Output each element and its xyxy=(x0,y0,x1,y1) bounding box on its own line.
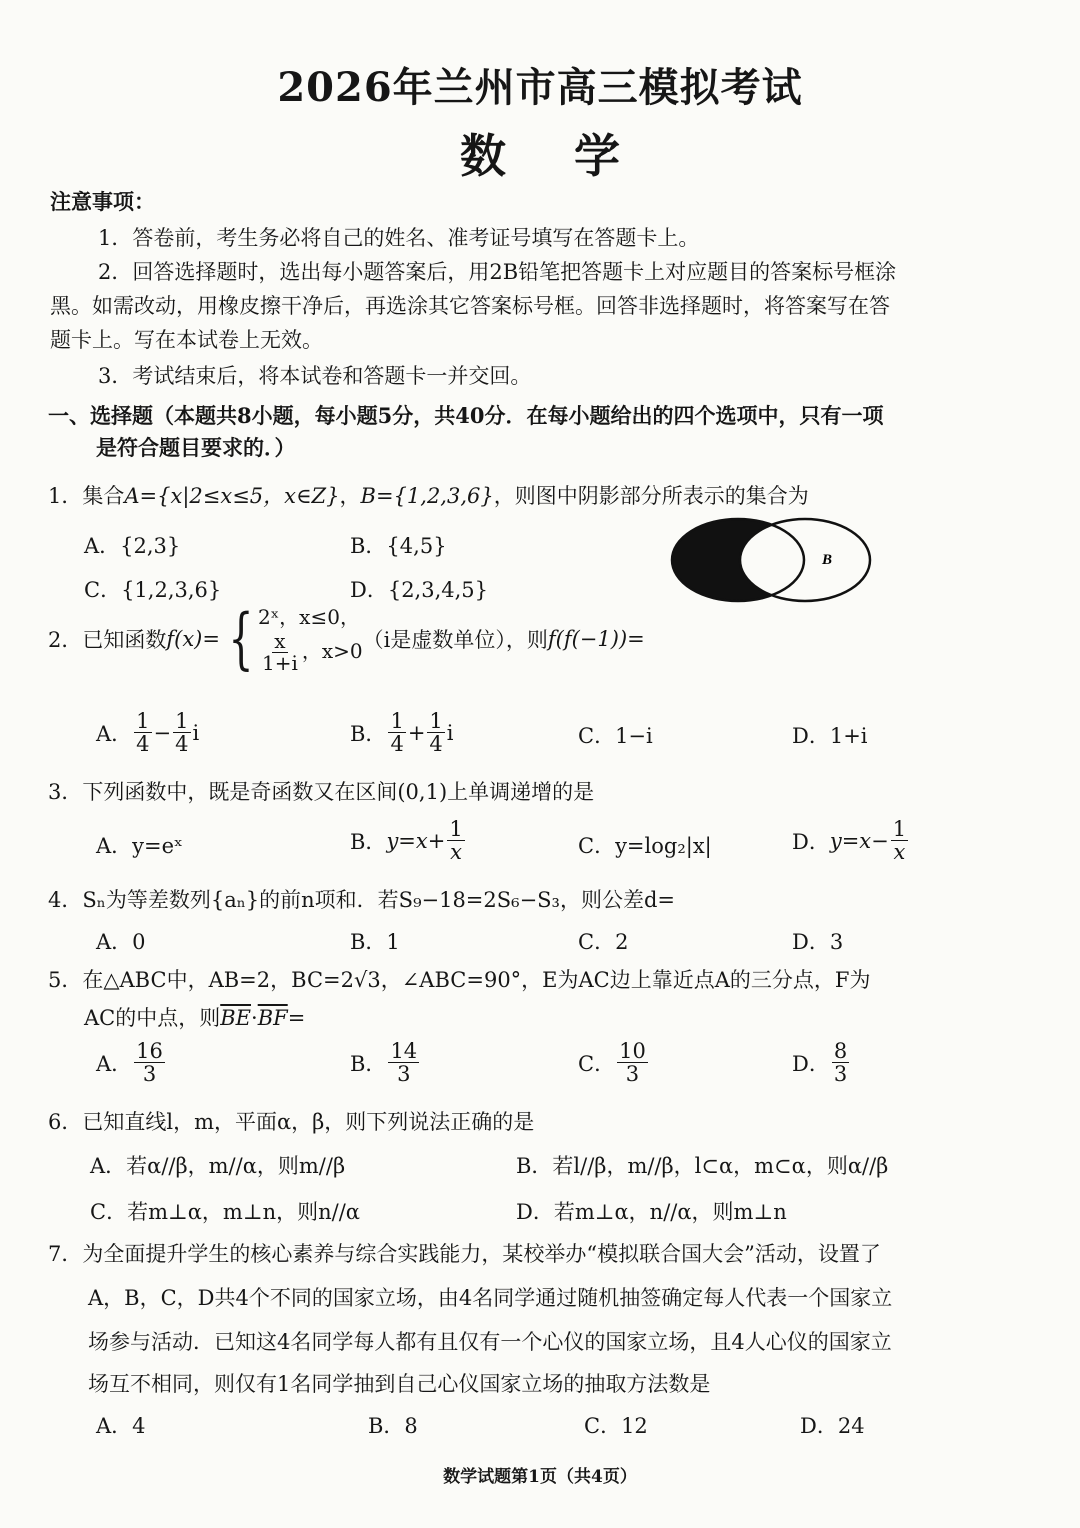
exam-title: 2026年兰州市高三模拟考试 xyxy=(277,64,803,111)
section-heading-line-2: 是符合题目要求的．） xyxy=(96,435,296,460)
notice-item-2-line-3: 题卡上。写在本试卷上无效。 xyxy=(50,328,323,352)
q2-brace: { xyxy=(228,600,254,677)
q2-option-b-frac-2 xyxy=(427,710,444,755)
q6-option-d: D．若m⊥α，n//α，则m⊥n xyxy=(516,1200,787,1224)
q5-option-c-den: 3 xyxy=(625,1062,640,1087)
question-2-stem xyxy=(48,600,645,677)
q2-case-2-numerator: x xyxy=(274,629,286,653)
q5-option-c-frac xyxy=(617,1040,648,1085)
q6-option-a: A．若α//β，m//α，则m//β xyxy=(90,1154,346,1178)
q3-option-b-den: x xyxy=(450,840,462,865)
q2-option-a-frac-2 xyxy=(173,710,190,755)
notice-item-1: 1．答卷前，考生务必将自己的姓名、准考证号填写在答题卡上。 xyxy=(98,226,700,250)
q7-option-c: C．12 xyxy=(584,1414,648,1438)
q2-option-a-den-2: 4 xyxy=(175,732,189,757)
q2-option-b-den-2: 4 xyxy=(429,732,443,757)
q2-cases xyxy=(258,604,363,674)
q2-expression: f(f(−1))= xyxy=(547,627,645,651)
q2-piecewise xyxy=(220,600,363,677)
q2-option-a xyxy=(96,710,199,755)
q5-option-b-den: 3 xyxy=(397,1062,411,1087)
q3-option-a: A．y=eˣ xyxy=(96,834,183,858)
q7-option-b: B．8 xyxy=(368,1414,418,1438)
q3-option-b-label: B． xyxy=(350,829,387,854)
q7-option-d: D．24 xyxy=(800,1414,865,1438)
question-7-line-3: 场参与活动．已知这4名同学每人都有且仅有一个心仪的国家立场，且4人心仪的国家立 xyxy=(88,1330,892,1354)
q5-option-c xyxy=(578,1040,650,1085)
q2-option-b-den-1: 4 xyxy=(390,732,404,757)
q1-option-b: B．{4,5} xyxy=(350,534,447,558)
q2-case-2-denominator: 1+i xyxy=(261,651,298,675)
q5-option-d xyxy=(792,1040,851,1085)
q4-option-d: D．3 xyxy=(792,930,844,954)
q5-option-b xyxy=(350,1040,421,1085)
q5-option-b-frac xyxy=(388,1040,419,1085)
q2-option-a-num-2: 1 xyxy=(175,709,189,733)
q2-case-2-fraction xyxy=(260,631,300,674)
question-4-stem: 4．Sₙ为等差数列{aₙ}的前n项和．若S₉−18=2S₆−S₃，则公差d= xyxy=(48,888,676,912)
q5-vector-bf: $\overline{BF}$ xyxy=(257,1006,288,1030)
subject-title xyxy=(0,120,1080,186)
q5-option-a-label: A． xyxy=(96,1051,133,1076)
q6-option-c: C．若m⊥α，m⊥n，则n//α xyxy=(90,1200,360,1224)
q5-option-a-frac xyxy=(134,1040,165,1085)
q5-option-a-num: 16 xyxy=(136,1039,163,1063)
question-5-stem-line-2 xyxy=(84,1002,305,1032)
q4-option-b: B．1 xyxy=(350,930,400,954)
q2-option-a-num-1: 1 xyxy=(136,709,150,733)
q2-option-b-num-1: 1 xyxy=(390,709,404,733)
q2-option-b-op: + xyxy=(407,720,426,745)
q3-option-b-frac xyxy=(447,818,464,863)
q2-option-b-frac-1 xyxy=(388,710,405,755)
q2-option-a-den-1: 4 xyxy=(136,732,150,757)
q2-stem-start: 2．已知函数 xyxy=(48,628,167,652)
q3-option-b-expr: y=x+ xyxy=(386,828,446,853)
subject-char-1: 数 xyxy=(460,129,506,183)
q2-option-a-op: − xyxy=(153,720,172,745)
q5-option-d-frac xyxy=(832,1040,849,1085)
q5-option-d-den: 3 xyxy=(833,1062,848,1087)
notice-item-3: 3．考试结束后，将本试卷和答题卡一并交回。 xyxy=(98,364,532,388)
q2-option-a-imag: i xyxy=(192,720,200,745)
q1-set-b: B={1,2,3,6} xyxy=(360,484,494,508)
q4-option-c: C．2 xyxy=(578,930,629,954)
question-7-line-4: 场互不相同，则仅有1名同学抽到自己心仪国家立场的抽取方法数是 xyxy=(88,1372,711,1396)
q1-stem-end: ，则图中阴影部分所表示的集合为 xyxy=(493,484,809,508)
q7-option-a: A．4 xyxy=(96,1414,146,1438)
q3-option-c: C．y=log₂|x| xyxy=(578,834,712,858)
q2-option-b-label: B． xyxy=(350,721,387,746)
q2-case-1: 2ˣ，x≤0， xyxy=(257,605,360,629)
q5-option-a xyxy=(96,1040,167,1085)
q3-option-d xyxy=(792,818,910,863)
question-1-stem xyxy=(48,480,809,510)
q2-option-d: D．1+i xyxy=(792,724,868,748)
notice-item-2-line-2: 黑。如需改动，用橡皮擦干净后，再选涂其它答案标号框。回答非选择题时，将答案写在答 xyxy=(50,294,890,318)
q1-option-a: A．{2,3} xyxy=(84,534,181,558)
q5-vector-be: $\overline{BE}$ xyxy=(220,1006,251,1030)
q3-option-b xyxy=(350,818,467,863)
q3-option-d-num: 1 xyxy=(892,817,907,841)
venn-label-b: B xyxy=(822,552,833,568)
q2-case-2 xyxy=(258,631,363,674)
question-5-stem-line-1: 5．在△ABC中，AB=2，BC=2√3，∠ABC=90°，E为AC边上靠近点A的三分点，F为 xyxy=(48,968,871,992)
q2-option-b xyxy=(350,710,454,755)
q5-option-b-num: 14 xyxy=(390,1039,418,1063)
question-7-line-2: A，B，C，D共4个不同的国家立场，由4名同学通过随机抽签确定每人代表一个国家立 xyxy=(88,1286,893,1310)
q5-option-a-den: 3 xyxy=(142,1062,157,1087)
q5-option-c-label: C． xyxy=(578,1051,616,1076)
q2-option-b-num-2: 1 xyxy=(429,709,443,733)
q2-option-a-label: A． xyxy=(96,721,133,746)
q2-option-a-frac-1 xyxy=(134,710,151,755)
q5-option-b-label: B． xyxy=(350,1051,387,1076)
q1-option-d: D．{2,3,4,5} xyxy=(350,578,489,602)
question-3-stem: 3．下列函数中，既是奇函数又在区间(0,1)上单调递增的是 xyxy=(48,780,595,804)
q2-option-b-imag: i xyxy=(446,720,454,745)
q5-option-c-num: 10 xyxy=(619,1039,646,1063)
question-7-line-1: 7．为全面提升学生的核心素养与综合实践能力，某校举办“模拟联合国大会”活动，设置了 xyxy=(48,1242,881,1266)
q1-option-c: C．{1,2,3,6} xyxy=(84,578,222,602)
q5-stem-line-2-end: = xyxy=(287,1006,306,1030)
q1-separator: ， xyxy=(339,484,361,508)
question-6-stem: 6．已知直线l，m，平面α，β，则下列说法正确的是 xyxy=(48,1110,535,1134)
q5-option-d-num: 8 xyxy=(833,1039,848,1063)
q6-option-b: B．若l//β，m//β，l⊂α，m⊂α，则α//β xyxy=(516,1154,889,1178)
q1-stem-start: 1．集合 xyxy=(48,484,125,508)
page-footer: 数学试题第1页（共4页） xyxy=(443,1467,637,1487)
q3-option-d-frac xyxy=(891,818,908,863)
q3-option-d-label: D． xyxy=(792,829,830,854)
q3-option-d-den: x xyxy=(893,840,906,865)
q2-case-2-condition: ，x>0 xyxy=(301,639,363,663)
q2-stem-end: （i是虚数单位），则 xyxy=(362,628,548,652)
venn-diagram xyxy=(666,516,882,604)
subject-char-2: 学 xyxy=(574,129,620,183)
q2-function-name: f(x)= xyxy=(166,627,220,651)
q3-option-b-num: 1 xyxy=(449,817,463,841)
section-heading-line-1: 一、选择题（本题共8小题，每小题5分，共40分．在每小题给出的四个选项中，只有一项 xyxy=(48,403,884,428)
q5-stem-line-2-start: AC的中点，则 xyxy=(84,1006,221,1030)
q2-option-c: C．1−i xyxy=(578,724,653,748)
notice-item-2-line-1: 2．回答选择题时，选出每小题答案后，用2B铅笔把答题卡上对应题目的答案标号框涂 xyxy=(98,260,897,284)
q3-option-d-expr: y=x− xyxy=(829,828,889,853)
q1-set-a: A={x|2≤x≤5，x∈Z} xyxy=(124,484,340,508)
q5-option-d-label: D． xyxy=(792,1051,830,1076)
notice-heading: 注意事项： xyxy=(50,189,155,214)
q4-option-a: A．0 xyxy=(96,930,146,954)
q5-dot-operator: · xyxy=(251,1006,258,1030)
